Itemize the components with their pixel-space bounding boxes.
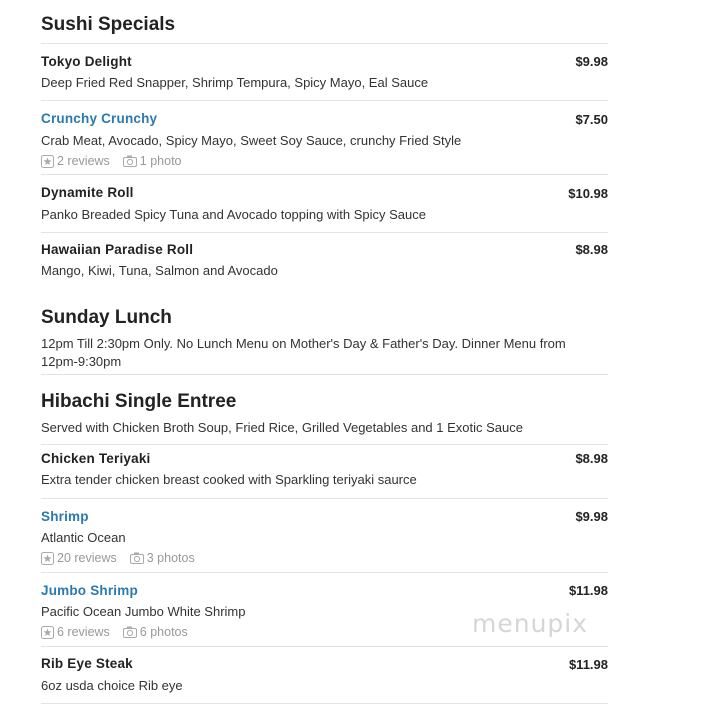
section-hibachi-single-entree (41, 389, 608, 445)
menu-item (41, 647, 608, 705)
camera-icon (123, 626, 137, 638)
divider (41, 703, 608, 704)
item-description: Deep Fried Red Snapper, Shrimp Tempura, Spicy Mayo, Eal Sauce (41, 75, 429, 90)
photos-link[interactable]: 6 photos (123, 625, 188, 639)
item-price: $11.98 (568, 583, 608, 598)
item-price: $8.98 (575, 242, 608, 257)
section-sushi-specials (41, 12, 608, 44)
item-name: Rib Eye Steak (41, 656, 133, 671)
photos-link[interactable]: 3 photos (130, 551, 195, 565)
item-description: Mango, Kiwi, Tuna, Salmon and Avocado (41, 263, 278, 278)
star-icon (41, 552, 54, 565)
star-icon (41, 155, 54, 168)
item-name: Dynamite Roll (41, 185, 134, 200)
item-price: $10.98 (568, 186, 608, 201)
menupix-watermark: menupix (472, 609, 589, 638)
item-description: 6oz usda choice Rib eye (41, 678, 183, 693)
section-title: Sushi Specials (41, 14, 176, 35)
item-meta (41, 154, 195, 168)
menu-item (41, 175, 608, 233)
reviews-link[interactable]: 6 reviews (41, 625, 110, 639)
menu-item (41, 499, 608, 573)
camera-icon (130, 552, 144, 564)
reviews-link[interactable]: 20 reviews (41, 551, 117, 565)
item-price: $8.98 (575, 451, 608, 466)
item-name: Hawaiian Paradise Roll (41, 242, 194, 257)
item-price: $9.98 (575, 54, 608, 69)
item-meta (41, 625, 201, 639)
item-meta (41, 551, 208, 565)
menu-item (41, 101, 608, 175)
section-title: Hibachi Single Entree (41, 391, 237, 412)
menu-item (41, 441, 608, 499)
item-price: $11.98 (568, 657, 608, 672)
item-description: Panko Breaded Spicy Tuna and Avocado topping with Spicy Sauce (41, 207, 426, 222)
divider (41, 371, 608, 375)
menu-item (41, 44, 608, 101)
item-description: Crab Meat, Avocado, Spicy Mayo, Sweet Soy Sauce, crunchy Fried Style (41, 133, 462, 148)
reviews-link[interactable]: 2 reviews (41, 154, 110, 168)
item-name: Tokyo Delight (41, 54, 132, 69)
item-description: Atlantic Ocean (41, 530, 126, 545)
camera-icon (123, 155, 137, 167)
item-name-link[interactable]: Jumbo Shrimp (41, 583, 138, 598)
item-name: Chicken Teriyaki (41, 451, 151, 466)
item-price: $7.50 (575, 112, 608, 127)
section-description: 12pm Till 2:30pm Only. No Lunch Menu on Mother's Day & Father's Day. Dinner Menu from 12pm-9:30pm (41, 336, 566, 369)
section-sunday-lunch (41, 305, 608, 375)
menu-item (41, 233, 608, 283)
item-description: Extra tender chicken breast cooked with Sparkling teriyaki saurce (41, 472, 417, 487)
item-price: $9.98 (575, 509, 608, 524)
item-description: Pacific Ocean Jumbo White Shrimp (41, 604, 246, 619)
section-description: Served with Chicken Broth Soup, Fried Rice, Grilled Vegetables and 1 Exotic Sauce (41, 420, 523, 435)
photos-link[interactable]: 1 photo (123, 154, 182, 168)
item-name-link[interactable]: Crunchy Crunchy (41, 111, 158, 126)
section-title: Sunday Lunch (41, 307, 172, 328)
star-icon (41, 626, 54, 639)
item-name-link[interactable]: Shrimp (41, 509, 89, 524)
